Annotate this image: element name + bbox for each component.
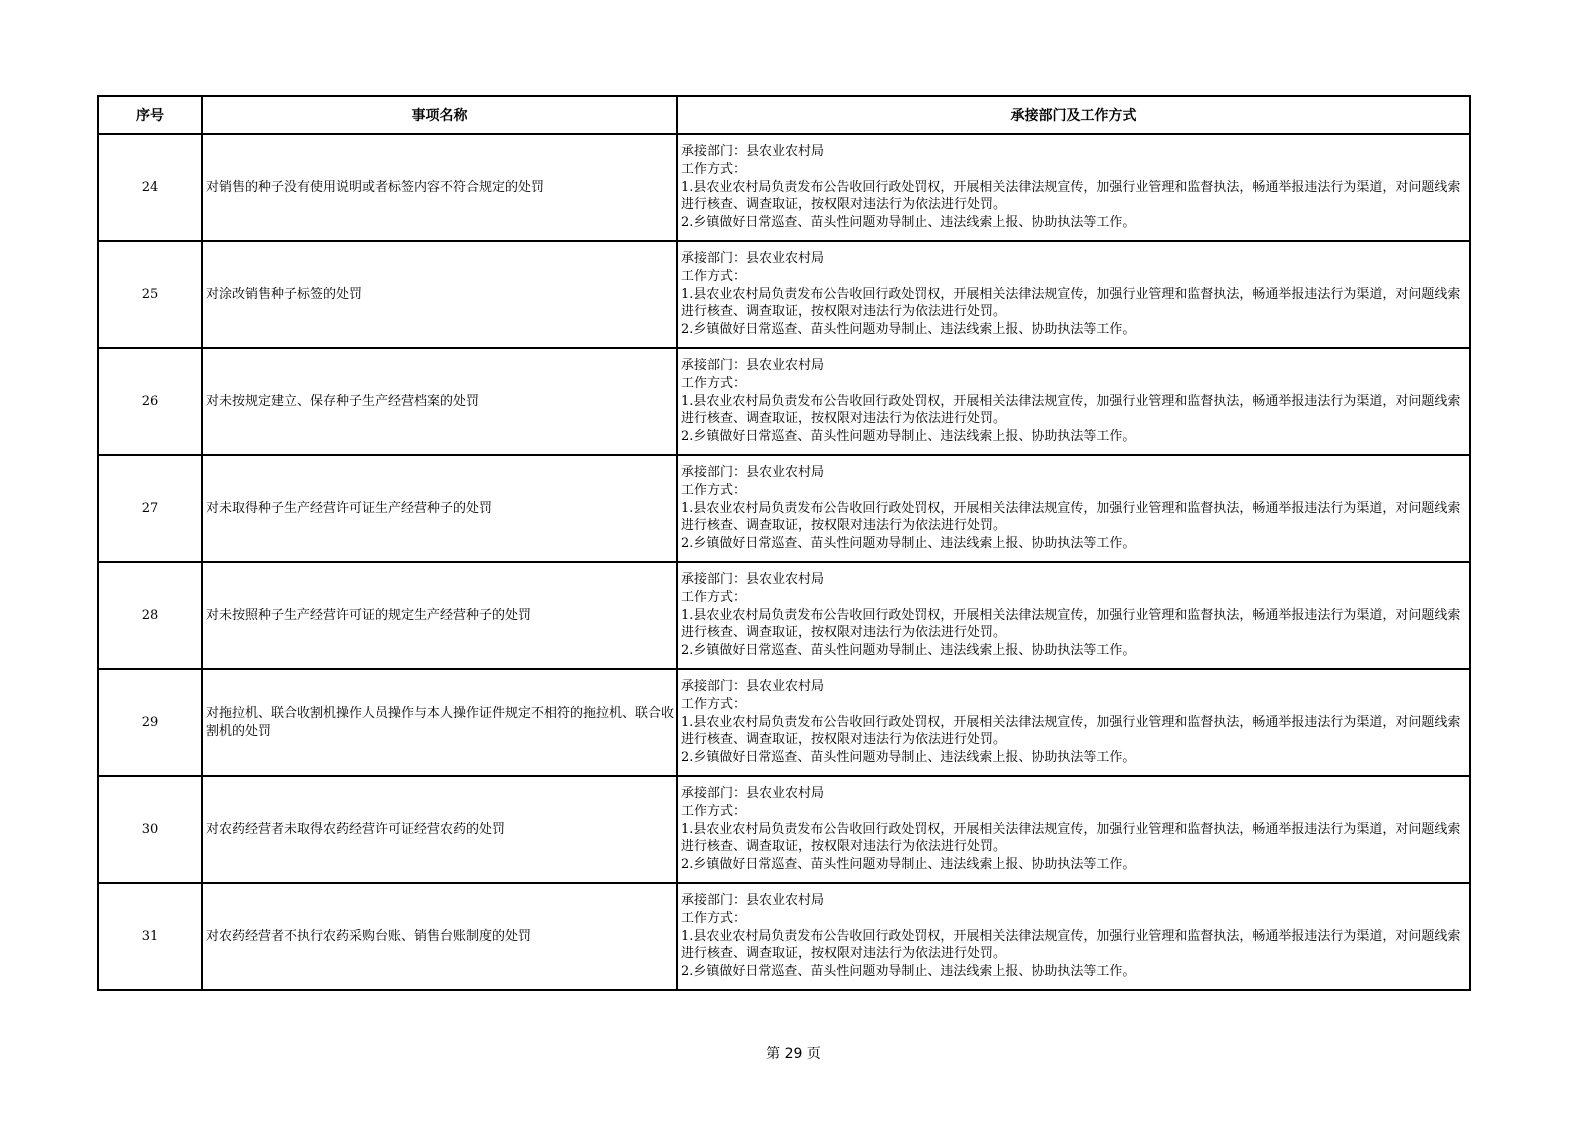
dept-line: 1.县农业农村局负责发布公告收回行政处罚权，开展相关法律法规宣传，加强行业管理和监督执法，畅通举报违法行为渠道，对问题线索进行核查、调查取证，按权限对违法行为依法进行处罚。: [681, 821, 1461, 855]
header-dept: 承接部门及工作方式: [677, 96, 1470, 134]
row-matter-name: 对未按规定建立、保存种子生产经营档案的处罚: [202, 348, 677, 455]
dept-line: 承接部门：县农业农村局: [681, 786, 825, 801]
dept-line: 2.乡镇做好日常巡查、苗头性问题劝导制止、违法线索上报、协助执法等工作。: [681, 536, 1136, 552]
row-dept-method: [677, 455, 1470, 562]
row-seq: 29: [98, 669, 202, 776]
dept-line: 工作方式：: [681, 589, 747, 605]
dept-line: 2.乡镇做好日常巡查、苗头性问题劝导制止、违法线索上报、协助执法等工作。: [681, 643, 1136, 659]
dept-line: 2.乡镇做好日常巡查、苗头性问题劝导制止、违法线索上报、协助执法等工作。: [681, 322, 1136, 338]
dept-line: 工作方式：: [681, 268, 747, 284]
dept-line: 2.乡镇做好日常巡查、苗头性问题劝导制止、违法线索上报、协助执法等工作。: [681, 215, 1136, 231]
dept-line: 承接部门：县农业农村局: [681, 144, 825, 159]
row-matter-name: 对涂改销售种子标签的处罚: [202, 241, 677, 348]
dept-line: 工作方式：: [681, 696, 747, 712]
row-seq: 24: [98, 134, 202, 241]
table-header: [98, 96, 1470, 134]
dept-line: 1.县农业农村局负责发布公告收回行政处罚权，开展相关法律法规宣传，加强行业管理和监督执法，畅通举报违法行为渠道，对问题线索进行核查、调查取证，按权限对违法行为依法进行处罚。: [681, 607, 1461, 641]
page-number: 第 29 页: [766, 1046, 821, 1062]
table-body: [98, 134, 1470, 990]
row-matter-name: 对未按照种子生产经营许可证的规定生产经营种子的处罚: [202, 562, 677, 669]
row-matter-name: 对未取得种子生产经营许可证生产经营种子的处罚: [202, 455, 677, 562]
dept-line: 2.乡镇做好日常巡查、苗头性问题劝导制止、违法线索上报、协助执法等工作。: [681, 429, 1136, 445]
dept-line: 承接部门：县农业农村局: [681, 679, 825, 694]
row-dept-method: [677, 883, 1470, 990]
row-seq: 27: [98, 455, 202, 562]
dept-line: 1.县农业农村局负责发布公告收回行政处罚权，开展相关法律法规宣传，加强行业管理和监督执法，畅通举报违法行为渠道，对问题线索进行核查、调查取证，按权限对违法行为依法进行处罚。: [681, 714, 1461, 748]
table-row: [98, 562, 1470, 669]
row-seq: 25: [98, 241, 202, 348]
dept-line: 1.县农业农村局负责发布公告收回行政处罚权，开展相关法律法规宣传，加强行业管理和监督执法，畅通举报违法行为渠道，对问题线索进行核查、调查取证，按权限对违法行为依法进行处罚。: [681, 928, 1461, 962]
dept-line: 承接部门：县农业农村局: [681, 465, 825, 480]
row-seq: 28: [98, 562, 202, 669]
dept-line: 承接部门：县农业农村局: [681, 572, 825, 587]
matters-table: [97, 95, 1471, 991]
dept-line: 工作方式：: [681, 482, 747, 498]
dept-line: 承接部门：县农业农村局: [681, 358, 825, 373]
table-row: [98, 455, 1470, 562]
dept-line: 工作方式：: [681, 910, 747, 926]
row-matter-name: 对销售的种子没有使用说明或者标签内容不符合规定的处罚: [202, 134, 677, 241]
dept-line: 2.乡镇做好日常巡查、苗头性问题劝导制止、违法线索上报、协助执法等工作。: [681, 857, 1136, 873]
dept-line: 1.县农业农村局负责发布公告收回行政处罚权，开展相关法律法规宣传，加强行业管理和监督执法，畅通举报违法行为渠道，对问题线索进行核查、调查取证，按权限对违法行为依法进行处罚。: [681, 179, 1461, 213]
dept-line: 承接部门：县农业农村局: [681, 251, 825, 266]
row-seq: 30: [98, 776, 202, 883]
row-seq: 31: [98, 883, 202, 990]
dept-line: 承接部门：县农业农村局: [681, 893, 825, 908]
dept-line: 1.县农业农村局负责发布公告收回行政处罚权，开展相关法律法规宣传，加强行业管理和监督执法，畅通举报违法行为渠道，对问题线索进行核查、调查取证，按权限对违法行为依法进行处罚。: [681, 500, 1461, 534]
row-dept-method: [677, 241, 1470, 348]
table-row: [98, 348, 1470, 455]
dept-line: 工作方式：: [681, 161, 747, 177]
dept-line: 工作方式：: [681, 375, 747, 391]
row-dept-method: [677, 134, 1470, 241]
row-dept-method: [677, 348, 1470, 455]
header-row: [98, 96, 1470, 134]
row-seq: 26: [98, 348, 202, 455]
header-seq: 序号: [98, 96, 202, 134]
dept-line: 2.乡镇做好日常巡查、苗头性问题劝导制止、违法线索上报、协助执法等工作。: [681, 964, 1136, 980]
table-row: [98, 883, 1470, 990]
dept-line: 1.县农业农村局负责发布公告收回行政处罚权，开展相关法律法规宣传，加强行业管理和监督执法，畅通举报违法行为渠道，对问题线索进行核查、调查取证，按权限对违法行为依法进行处罚。: [681, 286, 1461, 320]
dept-line: 2.乡镇做好日常巡查、苗头性问题劝导制止、违法线索上报、协助执法等工作。: [681, 750, 1136, 766]
row-dept-method: [677, 669, 1470, 776]
table-row: [98, 134, 1470, 241]
row-matter-name: 对拖拉机、联合收割机操作人员操作与本人操作证件规定不相符的拖拉机、联合收割机的处罚: [202, 669, 677, 776]
row-matter-name: 对农药经营者不执行农药采购台账、销售台账制度的处罚: [202, 883, 677, 990]
table-row: [98, 776, 1470, 883]
dept-line: 1.县农业农村局负责发布公告收回行政处罚权，开展相关法律法规宣传，加强行业管理和监督执法，畅通举报违法行为渠道，对问题线索进行核查、调查取证，按权限对违法行为依法进行处罚。: [681, 393, 1461, 427]
table-row: [98, 669, 1470, 776]
dept-line: 工作方式：: [681, 803, 747, 819]
table-row: [98, 241, 1470, 348]
header-name: 事项名称: [202, 96, 677, 134]
row-dept-method: [677, 776, 1470, 883]
row-dept-method: [677, 562, 1470, 669]
row-matter-name: 对农药经营者未取得农药经营许可证经营农药的处罚: [202, 776, 677, 883]
